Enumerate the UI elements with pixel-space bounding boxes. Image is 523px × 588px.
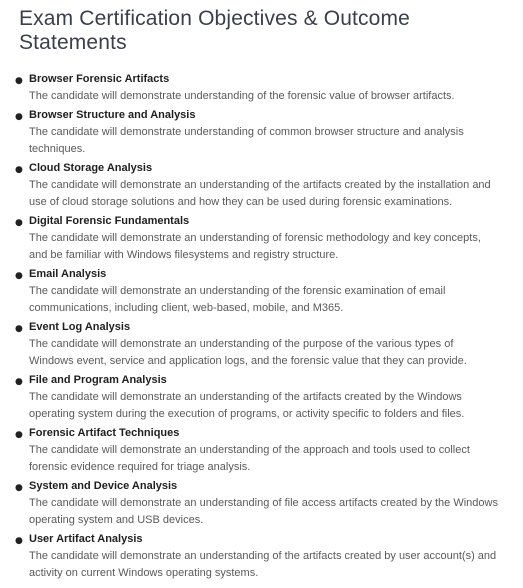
bullet-icon: ● — [15, 271, 23, 281]
objective-description: The candidate will demonstrate an understanding of the forensic examination of email communications, including client, web-based, mobile, and M365. — [29, 285, 446, 314]
bullet-icon: ● — [15, 536, 23, 546]
bullet-icon: ● — [15, 218, 23, 228]
objective-title: Cloud Storage Analysis — [29, 162, 153, 174]
objectives-list — [0, 71, 523, 584]
objective-title: Browser Structure and Analysis — [29, 109, 196, 121]
bullet-icon: ● — [15, 324, 23, 334]
bullet-icon: ● — [15, 76, 23, 86]
objective-title: Email Analysis — [29, 268, 107, 280]
objective-description: The candidate will demonstrate an understanding of the artifacts created by user account(s) and activity on current Windows operating systems. — [29, 550, 497, 579]
list-item — [0, 160, 523, 211]
bullet-icon: ● — [15, 165, 23, 175]
list-item — [0, 319, 523, 370]
list-item — [0, 266, 523, 317]
list-item — [0, 213, 523, 264]
bullet-icon: ● — [15, 112, 23, 122]
list-item — [0, 107, 523, 158]
objective-description: The candidate will demonstrate an understanding of file access artifacts created by the Windows operating system and USB devices. — [29, 497, 498, 526]
list-item — [0, 531, 523, 582]
objective-title: System and Device Analysis — [29, 480, 178, 492]
bullet-icon: ● — [15, 430, 23, 440]
objective-description: The candidate will demonstrate an understanding of the purpose of the various types of Windows event, service and application logs, and the forensic value that they can provide. — [29, 338, 467, 367]
objective-title: User Artifact Analysis — [29, 533, 143, 545]
list-item — [0, 372, 523, 423]
list-item — [0, 478, 523, 529]
objective-description: The candidate will demonstrate understanding of the forensic value of browser artifacts. — [29, 90, 455, 102]
objective-title: Event Log Analysis — [29, 321, 131, 333]
objective-title: File and Program Analysis — [29, 374, 167, 386]
objective-title: Forensic Artifact Techniques — [29, 427, 180, 439]
list-item — [0, 425, 523, 476]
objective-description: The candidate will demonstrate an understanding of forensic methodology and key concepts, and be familiar with Windows filesystems and registry structure. — [29, 232, 481, 261]
objective-title: Digital Forensic Fundamentals — [29, 215, 190, 227]
bullet-icon: ● — [15, 377, 23, 387]
list-item — [0, 71, 523, 105]
objective-title: Browser Forensic Artifacts — [29, 73, 170, 85]
objective-description: The candidate will demonstrate an understanding of the artifacts created by the installation and use of cloud storage solutions and how they can be used during forensic examinations. — [29, 179, 491, 208]
objective-description: The candidate will demonstrate understanding of common browser structure and analysis techniques. — [29, 126, 464, 155]
page-title: Exam Certification Objectives & Outcome Statements — [19, 7, 410, 54]
bullet-icon: ● — [15, 483, 23, 493]
objective-description: The candidate will demonstrate an understanding of the approach and tools used to collect forensic evidence required for triage analysis. — [29, 444, 470, 473]
objective-description: The candidate will demonstrate an understanding of the artifacts created by the Windows operating system during the execution of programs, or activity specific to folders and files. — [29, 391, 465, 420]
